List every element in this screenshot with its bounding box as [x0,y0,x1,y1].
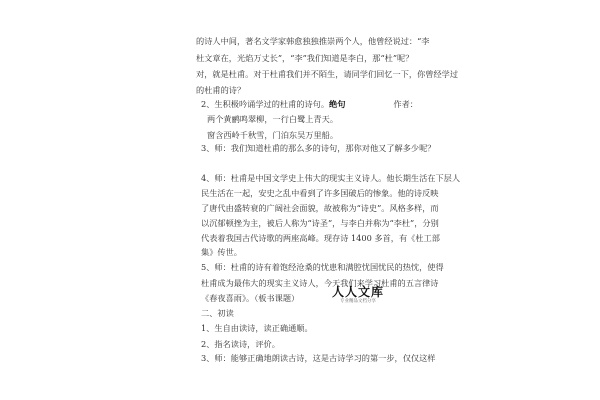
watermark-logo [330,285,386,305]
poem-line: 两个黄鹂鸣翠柳，一行白鹭上青天。 [207,114,339,124]
paragraph-line: 代表着我国古代诗歌的两座高峰。现存诗 1400 多首，有《杜工部 [201,233,440,243]
paragraph-line: 的诗人中间，著名文学家韩愈独独推崇两个人，他曾经说过：“李 [196,36,430,46]
list-item: 1、生自由读诗，读正确通顺。 [201,323,313,333]
list-item: 3、师：能够正确地朗读古诗，这是古诗学习的第一步，仅仅这样 [201,353,436,363]
list-item [201,98,418,110]
section-heading: 二、初读 [201,308,234,318]
paragraph-line: 集》传世。 [201,247,242,257]
inline-title-jueju: 绝句 [329,99,346,109]
poem-line: 窗含西岭千秋雪，门泊东吴万里船。 [207,130,339,140]
list-item-text: 2、生积极吟诵学过的杜甫的诗句。 [201,99,330,109]
list-item: 5、师：杜甫的诗有着饱经沧桑的忧患和满腔忧国忧民的热忱，使得 [201,262,444,272]
paragraph-line: 民生活在一起，安史之乱中看到了许多国破后的惨象。他的诗反映 [201,188,439,198]
watermark-title: 人人文库 [331,285,384,299]
list-item: 3、师：我们知道杜甫的那么多的诗句，那你对他又了解多少呢？ [201,143,436,153]
paragraph-line: 《春夜喜雨》。（板书课题） [201,293,300,303]
list-item: 4、师：杜甫是中国文学史上伟大的现实主义诗人。他长期生活在下层人 [201,173,461,183]
paragraph-line: 以沉郁顿挫为主，被后人称为“诗圣”，与李白并称为“李杜”，分别 [201,218,439,228]
list-item: 2、指名读诗，评价。 [201,339,280,349]
paragraph-line: 的杜甫的诗？ [196,85,246,95]
watermark-subtitle: 专业精品文档分享 [340,299,376,304]
paragraph-line: 了唐代由盛转衰的广阔社会面貌，故被称为“诗史”。风格多样，而 [201,203,439,213]
inline-author-label: 作者： [393,99,418,109]
paragraph-line: 杜甫成为最伟大的现实主义诗人，今天我们来学习杜甫的五言律诗 [201,278,439,288]
paragraph-line: 杜文章在，光焰万丈长”，“李”我们知道是李白，那“杜”呢？ [196,53,414,63]
paragraph-line: 对，就是杜甫。对于杜甫我们并不陌生，请同学们回忆一下，你曾经学过 [196,69,459,79]
